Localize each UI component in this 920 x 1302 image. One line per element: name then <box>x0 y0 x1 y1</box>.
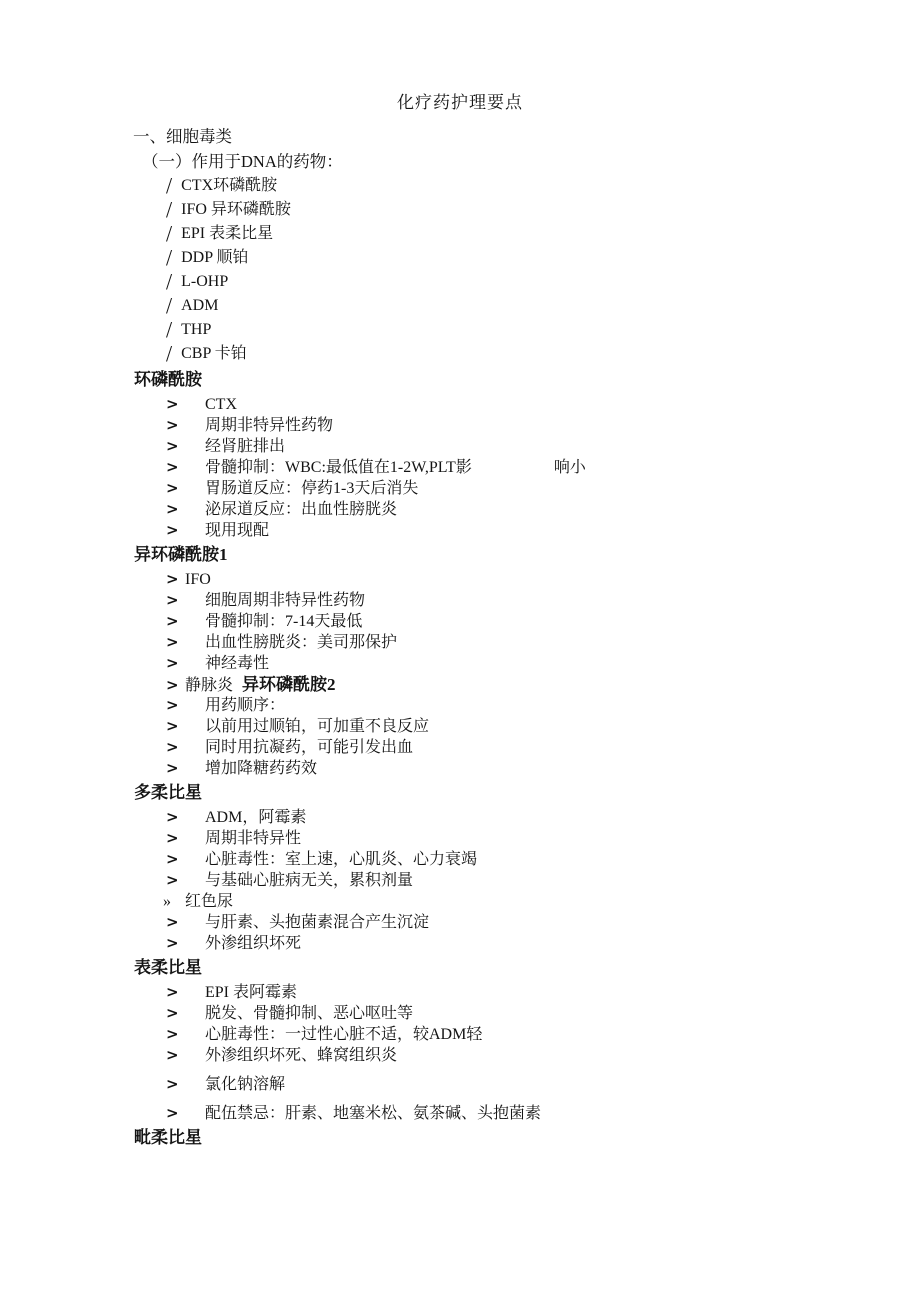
list-item-text: 神经毒性 <box>205 655 270 672</box>
arrow-bullet-icon: > <box>166 395 179 413</box>
arrow-bullet-icon: > <box>166 521 179 539</box>
list-item-text: 现用现配 <box>205 522 270 539</box>
list-item <box>0 1003 920 1024</box>
slash-bullet-icon: / <box>166 268 173 295</box>
list-item <box>0 849 920 870</box>
slash-bullet-icon: / <box>166 316 173 343</box>
arrow-bullet-icon: > <box>166 416 179 434</box>
arrow-bullet-icon: > <box>166 612 179 630</box>
arrow-bullet-icon: > <box>166 500 179 518</box>
list-item <box>0 590 920 611</box>
list-item-text: 脱发、骨髓抑制、恶心呕吐等 <box>205 1005 414 1022</box>
list-item-text: 以前用过顺铂，可加重不良反应 <box>205 718 430 735</box>
arrow-bullet-icon: > <box>166 696 179 714</box>
list-item-text: 增加降糖药药效 <box>205 760 318 777</box>
arrow-bullet-icon: > <box>166 759 179 777</box>
arrow-bullet-icon: > <box>166 829 179 847</box>
drug-list-item-label: CTX环磷酰胺 <box>181 177 278 194</box>
list-item-text: 细胞周期非特异性药物 <box>205 592 366 609</box>
list-item <box>0 912 920 933</box>
list-item <box>0 653 920 674</box>
list-item <box>0 828 920 849</box>
list-item-text: 经肾脏排出 <box>205 438 286 455</box>
arrow-bullet-icon: > <box>166 570 179 588</box>
arrow-bullet-icon: > <box>166 1025 179 1043</box>
drug-list-item-label: IFO 异环磷酰胺 <box>181 201 291 218</box>
arrow-bullet-icon: > <box>166 654 179 672</box>
list-item <box>0 758 920 779</box>
arrow-bullet-icon: > <box>166 913 179 931</box>
list-item-text: 周期非特异性 <box>205 830 302 847</box>
list-item-text-continued: 响小 <box>553 459 586 476</box>
arrow-bullet-icon: > <box>166 633 179 651</box>
list-item <box>0 1074 920 1095</box>
list-item-text: 用药顺序： <box>205 697 286 714</box>
list-item-text: 骨髓抑制：WBC:最低值在1-2W,PLT影 <box>205 459 472 476</box>
drug-section-5 <box>0 1127 920 1149</box>
list-item <box>0 569 920 590</box>
arrow-bullet-icon: > <box>166 1075 179 1093</box>
list-item <box>0 807 920 828</box>
list-item-text: 与肝素、头抱菌素混合产生沉淀 <box>205 914 430 931</box>
section-heading: 毗柔比星 <box>134 1128 202 1147</box>
list-item-text: 红色尿 <box>185 893 234 910</box>
list-item-text: 心脏毒性：一过性心脏不适，较ADM轻 <box>205 1026 483 1043</box>
drug-list-item-label: ADM <box>181 297 219 314</box>
list-item <box>0 632 920 653</box>
drug-section-4 <box>0 957 920 1124</box>
list-item-text: 心脏毒性：室上速，心肌炎、心力衰竭 <box>205 851 478 868</box>
drug-list-item <box>0 318 920 342</box>
list-item <box>0 982 920 1003</box>
arrow-bullet-icon: > <box>166 717 179 735</box>
list-item <box>0 457 920 478</box>
list-item <box>0 695 920 716</box>
list-item-text: 静脉炎 <box>185 677 234 694</box>
list-item-text: 泌尿道反应：出血性膀胱炎 <box>205 501 398 518</box>
drug-detail-sections <box>0 369 920 1149</box>
slash-bullet-icon: / <box>166 244 173 271</box>
drug-list-item-label: EPI 表柔比星 <box>181 225 274 242</box>
arrow-bullet-icon: > <box>166 676 179 694</box>
drug-section-2 <box>0 544 920 779</box>
list-item <box>0 520 920 541</box>
list-item-text: IFO <box>185 571 211 588</box>
list-item-text: 出血性膀胱炎：美司那保护 <box>205 634 398 651</box>
list-item <box>0 674 920 695</box>
drug-list-item-label: L-OHP <box>181 273 229 290</box>
list-item-text: 外渗组织坏死 <box>205 935 302 952</box>
heading-dna-acting-drugs: （一）作用于DNA的药物： <box>142 152 343 171</box>
list-item <box>0 870 920 891</box>
guillemet-bullet-icon: » <box>163 893 171 910</box>
section-heading: 多柔比星 <box>134 783 202 802</box>
document-title: 化疗药护理要点 <box>397 93 523 112</box>
list-item <box>0 933 920 954</box>
arrow-bullet-icon: > <box>166 479 179 497</box>
inline-bold-heading: 异环磷酰胺2 <box>242 675 336 694</box>
list-item <box>0 415 920 436</box>
section-heading: 异环磷酰胺1 <box>134 545 228 564</box>
section-heading: 表柔比星 <box>134 958 202 977</box>
arrow-bullet-icon: > <box>166 738 179 756</box>
arrow-bullet-icon: > <box>166 983 179 1001</box>
arrow-bullet-icon: > <box>166 1104 179 1122</box>
drug-list-item <box>0 342 920 366</box>
drug-list-item <box>0 270 920 294</box>
drug-section-1 <box>0 369 920 541</box>
list-item <box>0 478 920 499</box>
list-item <box>0 716 920 737</box>
list-item-text: 同时用抗凝药，可能引发出血 <box>205 739 414 756</box>
list-item-text: 外渗组织坏死、蜂窝组织炎 <box>205 1047 398 1064</box>
list-item <box>0 394 920 415</box>
drug-list-item <box>0 174 920 198</box>
list-item <box>0 891 920 912</box>
arrow-bullet-icon: > <box>166 1046 179 1064</box>
list-item <box>0 1045 920 1066</box>
heading-cytotoxic-class: 一、细胞毒类 <box>133 127 232 146</box>
drug-abbreviation-list <box>0 174 920 366</box>
drug-list-item <box>0 246 920 270</box>
slash-bullet-icon: / <box>166 172 173 199</box>
list-item-text: CTX <box>205 396 237 413</box>
arrow-bullet-icon: > <box>166 850 179 868</box>
list-item-text: 胃肠道反应：停药1-3天后消失 <box>205 480 419 497</box>
drug-section-3 <box>0 782 920 954</box>
list-item-text: ADM，阿霉素 <box>205 809 307 826</box>
slash-bullet-icon: / <box>166 220 173 247</box>
arrow-bullet-icon: > <box>166 871 179 889</box>
list-item <box>0 436 920 457</box>
slash-bullet-icon: / <box>166 196 173 223</box>
list-item-text: EPI 表阿霉素 <box>205 984 298 1001</box>
list-item <box>0 1024 920 1045</box>
slash-bullet-icon: / <box>166 292 173 319</box>
slash-bullet-icon: / <box>166 340 173 367</box>
section-heading: 环磷酰胺 <box>134 370 202 389</box>
list-item-text: 骨髓抑制：7-14天最低 <box>205 613 363 630</box>
list-item <box>0 737 920 758</box>
arrow-bullet-icon: > <box>166 934 179 952</box>
drug-list-item <box>0 198 920 222</box>
arrow-bullet-icon: > <box>166 808 179 826</box>
arrow-bullet-icon: > <box>166 1004 179 1022</box>
drug-list-item-label: CBP 卡铂 <box>181 345 247 362</box>
list-item <box>0 1103 920 1124</box>
arrow-bullet-icon: > <box>166 458 179 476</box>
drug-list-item <box>0 294 920 318</box>
arrow-bullet-icon: > <box>166 591 179 609</box>
drug-list-item-label: DDP 顺铂 <box>181 249 249 266</box>
arrow-bullet-icon: > <box>166 437 179 455</box>
drug-list-item <box>0 222 920 246</box>
list-item-text: 与基础心脏病无关，累积剂量 <box>205 872 414 889</box>
list-item-text: 配伍禁忌：肝素、地塞米松、氨茶碱、头抱菌素 <box>205 1105 542 1122</box>
list-item <box>0 611 920 632</box>
list-item <box>0 499 920 520</box>
drug-list-item-label: THP <box>181 321 212 338</box>
list-item-text: 氯化钠溶解 <box>205 1076 286 1093</box>
list-item-text: 周期非特异性药物 <box>205 417 334 434</box>
